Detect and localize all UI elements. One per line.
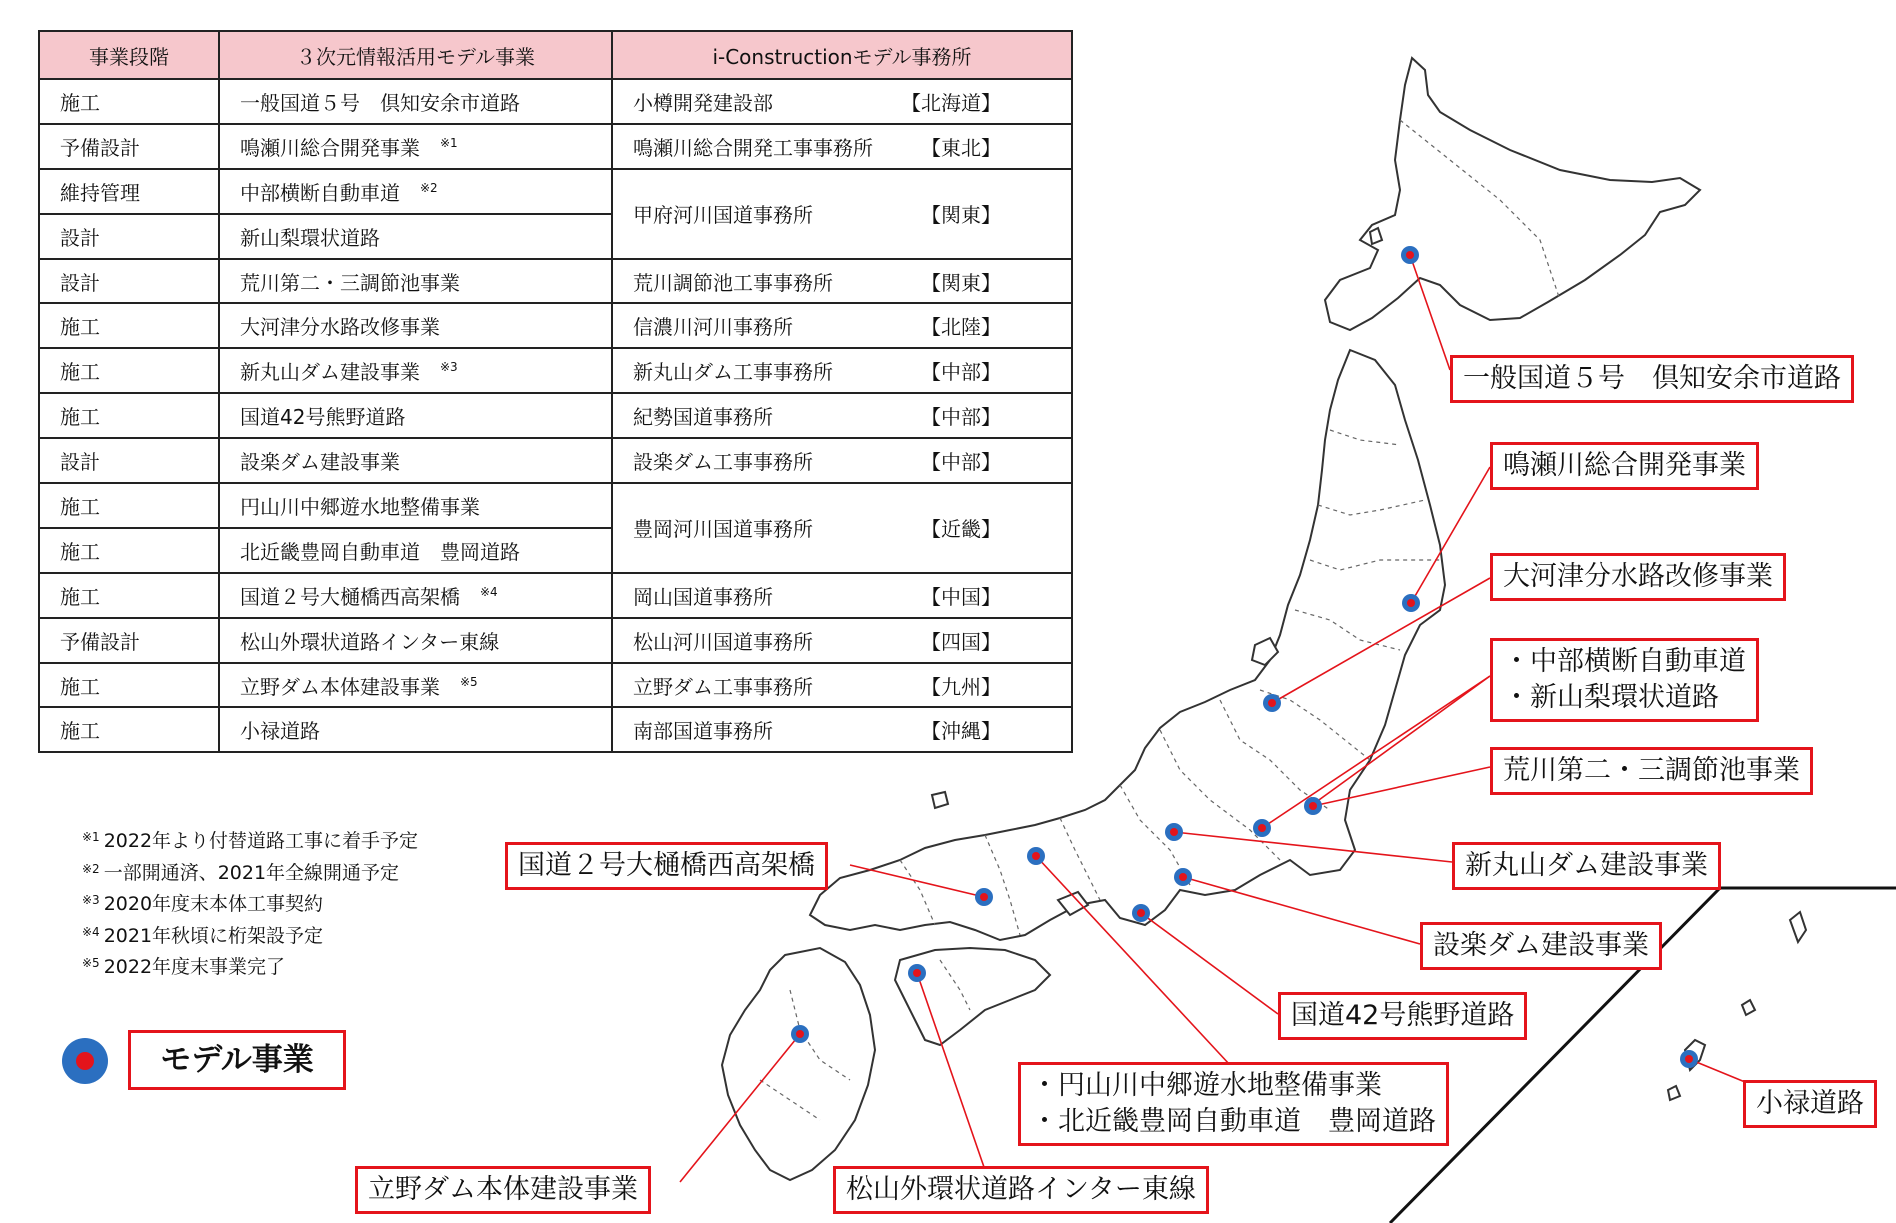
footnote: $^{※2}$ 一部開通済、2021年全線開通予定 (82, 861, 400, 884)
stage-cell: 施工 (39, 79, 219, 124)
project-cell: 新丸山ダム建設事業 $^{※3}$ (219, 348, 612, 393)
col-header-office: i-Constructionモデル事務所 (612, 31, 1072, 79)
col-header-stage: 事業段階 (39, 31, 219, 79)
label-oobashi[interactable]: 国道２号大樋橋西高架橋 (505, 842, 828, 890)
col-header-project: ３次元情報活用モデル事業 (219, 31, 612, 79)
table-row (39, 259, 1072, 304)
marker-kutchan[interactable] (1401, 246, 1419, 264)
label-chubu-line1: ・中部横断自動車道 (1503, 646, 1746, 677)
marker-okozu[interactable] (1263, 694, 1281, 712)
office-cell: 小樽開発建設部 【北海道】 (612, 79, 1072, 124)
label-tateno[interactable]: 立野ダム本体建設事業 (355, 1166, 651, 1214)
office-cell: 紀勢国道事務所 【中部】 (612, 393, 1072, 438)
table-row (39, 707, 1072, 752)
marker-arakawa[interactable] (1304, 797, 1322, 815)
stage-cell: 予備設計 (39, 124, 219, 169)
legend-label: モデル事業 (128, 1030, 346, 1090)
stage-cell: 施工 (39, 573, 219, 618)
stage-cell: 設計 (39, 438, 219, 483)
project-cell: 設楽ダム建設事業 (219, 438, 612, 483)
label-shinmaruyama[interactable]: 新丸山ダム建設事業 (1452, 842, 1721, 890)
marker-shinmaruyama[interactable] (1165, 823, 1183, 841)
marker-oobashi[interactable] (975, 888, 993, 906)
project-cell: 円山川中郷遊水地整備事業 (219, 483, 612, 528)
label-shitara[interactable]: 設楽ダム建設事業 (1420, 922, 1662, 970)
office-cell: 設楽ダム工事事務所 【中部】 (612, 438, 1072, 483)
stage-cell: 施工 (39, 663, 219, 708)
office-cell: 新丸山ダム工事事務所 【中部】 (612, 348, 1072, 393)
hokkaido-island (1325, 58, 1700, 330)
stage-cell: 維持管理 (39, 169, 219, 214)
model-project-table (38, 30, 1073, 753)
project-cell: 小禄道路 (219, 707, 612, 752)
project-cell: 大河津分水路改修事業 (219, 303, 612, 348)
project-cell: 北近畿豊岡自動車道 豊岡道路 (219, 528, 612, 573)
table-row (39, 663, 1072, 708)
table-row (39, 124, 1072, 169)
footnote-ref: ※1 (440, 135, 458, 150)
footnote: $^{※5}$ 2022年度末事業完了 (82, 956, 286, 978)
table-row (39, 169, 1072, 214)
marker-shitara[interactable] (1174, 868, 1192, 886)
marker-chubu-odan[interactable] (1253, 819, 1271, 837)
table-row (39, 438, 1072, 483)
project-cell: 国道42号熊野道路 (219, 393, 612, 438)
footnote: $^{※4}$ 2021年秋頃に桁架設予定 (82, 924, 324, 947)
project-cell: 立野ダム本体建設事業 $^{※5}$ (219, 663, 612, 708)
table-row (39, 483, 1072, 528)
office-cell: 信濃川河川事務所 【北陸】 (612, 303, 1072, 348)
legend-marker-icon (62, 1038, 108, 1084)
table-row (39, 79, 1072, 124)
marker-oroku[interactable] (1680, 1050, 1698, 1068)
label-chubu-line2: ・新山梨環状道路 (1503, 682, 1719, 713)
label-maruyama-line1: ・円山川中郷遊水地整備事業 (1031, 1070, 1382, 1101)
project-cell: 国道２号大樋橋西高架橋 $^{※4}$ (219, 573, 612, 618)
stage-cell: 設計 (39, 214, 219, 259)
footnote-ref: ※4 (480, 584, 498, 599)
footnote-ref: ※5 (460, 674, 478, 689)
stage-cell: 予備設計 (39, 618, 219, 663)
office-cell: 豊岡河川国道事務所 【近畿】 (612, 483, 1072, 573)
label-chubu[interactable] (1490, 638, 1759, 722)
marker-naruse[interactable] (1402, 594, 1420, 612)
footnotes (82, 824, 418, 982)
marker-matsuyama[interactable] (908, 964, 926, 982)
office-cell: 荒川調節池工事事務所 【関東】 (612, 259, 1072, 304)
marker-kumano[interactable] (1132, 904, 1150, 922)
project-cell: 新山梨環状道路 (219, 214, 612, 259)
label-kumano[interactable]: 国道42号熊野道路 (1278, 992, 1527, 1040)
stage-cell: 施工 (39, 393, 219, 438)
project-cell: 鳴瀬川総合開発事業 $^{※1}$ (219, 124, 612, 169)
kyushu-island (722, 948, 875, 1180)
footnote: $^{※1}$ 2022年より付替道路工事に着手予定 (82, 830, 419, 852)
project-cell: 一般国道５号 倶知安余市道路 (219, 79, 612, 124)
stage-cell: 施工 (39, 483, 219, 528)
office-cell: 松山河川国道事務所 【四国】 (612, 618, 1072, 663)
office-cell: 立野ダム工事事務所 【九州】 (612, 663, 1072, 708)
project-cell: 中部横断自動車道 $^{※2}$ (219, 169, 612, 214)
label-matsuyama[interactable]: 松山外環状道路インター東線 (833, 1166, 1209, 1214)
stage-cell: 施工 (39, 707, 219, 752)
table-row (39, 303, 1072, 348)
label-arakawa[interactable]: 荒川第二・三調節池事業 (1490, 747, 1813, 795)
office-cell: 南部国道事務所 【沖縄】 (612, 707, 1072, 752)
label-oroku[interactable]: 小禄道路 (1743, 1080, 1877, 1128)
stage-cell: 設計 (39, 259, 219, 304)
label-maruyama[interactable] (1018, 1062, 1449, 1146)
shikoku-island (895, 948, 1050, 1045)
footnote-ref: ※2 (420, 180, 438, 195)
table-row (39, 393, 1072, 438)
project-cell: 松山外環状道路インター東線 (219, 618, 612, 663)
project-cell: 荒川第二・三調節池事業 (219, 259, 612, 304)
table-row (39, 348, 1072, 393)
stage-cell: 施工 (39, 528, 219, 573)
footnote: $^{※3}$ 2020年度末本体工事契約 (82, 893, 324, 915)
label-maruyama-line2: ・北近畿豊岡自動車道 豊岡道路 (1031, 1106, 1436, 1137)
stage-cell: 施工 (39, 348, 219, 393)
label-okozu[interactable]: 大河津分水路改修事業 (1490, 553, 1786, 601)
table-row (39, 618, 1072, 663)
marker-tateno[interactable] (791, 1025, 809, 1043)
office-cell: 甲府河川国道事務所 【関東】 (612, 169, 1072, 259)
label-naruse[interactable]: 鳴瀬川総合開発事業 (1490, 442, 1759, 490)
office-cell: 鳴瀬川総合開発工事事務所 【東北】 (612, 124, 1072, 169)
table-header-row (39, 31, 1072, 79)
footnote-ref: ※3 (440, 360, 458, 375)
label-kutchan[interactable]: 一般国道５号 倶知安余市道路 (1450, 355, 1854, 403)
stage-cell: 施工 (39, 303, 219, 348)
table-row (39, 573, 1072, 618)
marker-maruyama[interactable] (1027, 847, 1045, 865)
office-cell: 岡山国道事務所 【中国】 (612, 573, 1072, 618)
